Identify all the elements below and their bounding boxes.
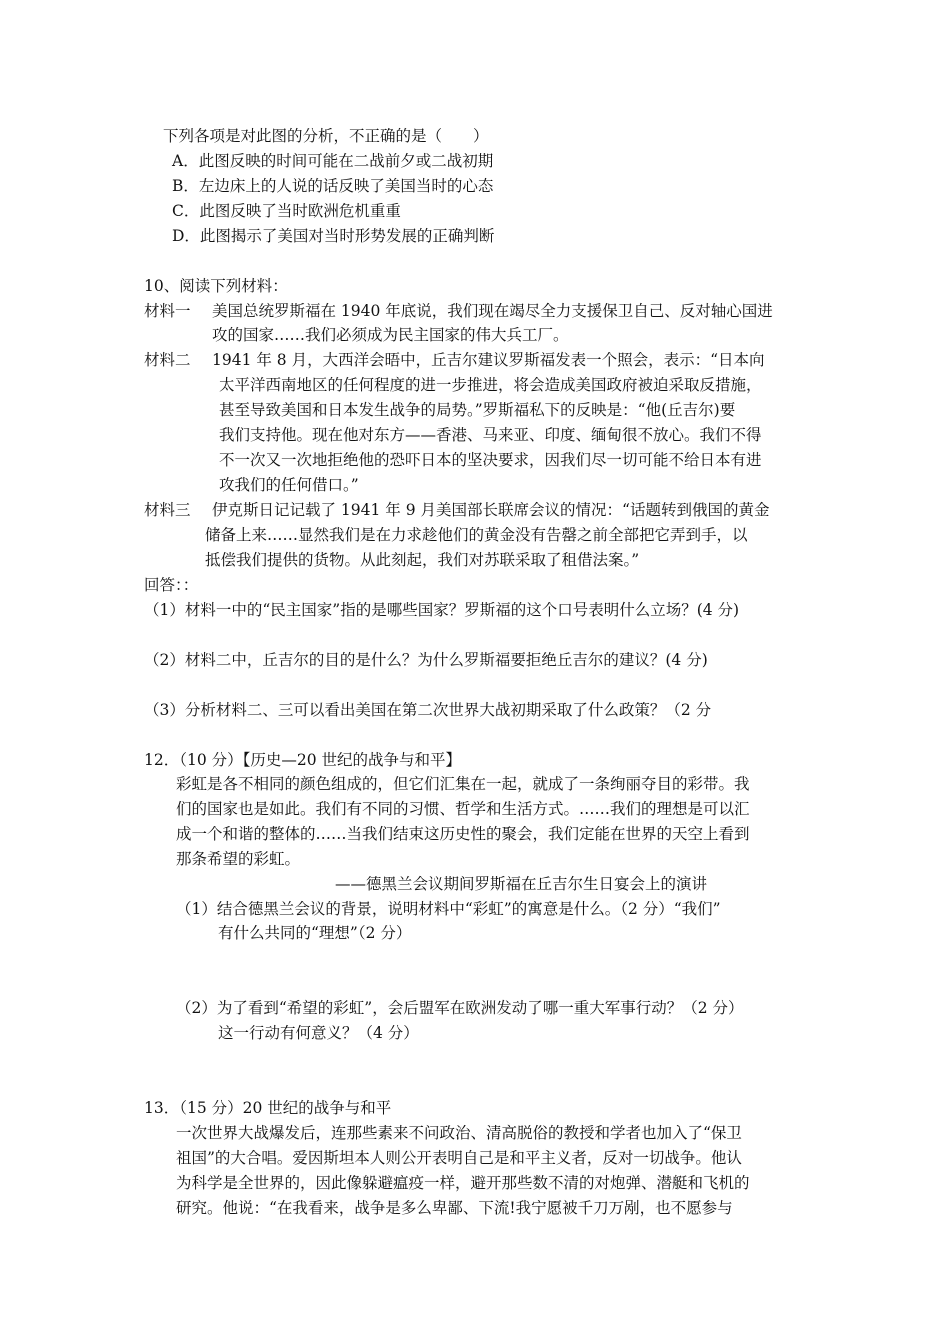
q13-material-line: 研究。他说：“在我看来，战争是多么卑鄙、下流!我宁愿被千刀万剐，也不愿参与 — [176, 1199, 733, 1217]
q12-sub-1: 有什么共同的“理想”（2 分） — [218, 924, 412, 942]
material-3-label: 材料三 — [144, 501, 191, 519]
q12-sub-2: （2）为了看到“希望的彩虹”，会后盟军在欧洲发动了哪一重大军事行动？（2 分） — [176, 999, 744, 1017]
q12-title: 12．（10 分）【历史—20 世纪的战争与和平】 — [144, 751, 462, 769]
q9-option-a: A．此图反映的时间可能在二战前夕或二战初期 — [172, 152, 494, 170]
q9-option-c: C．此图反映了当时欧洲危机重重 — [172, 202, 401, 220]
q12-sub-2: 这一行动有何意义？（4 分） — [218, 1024, 419, 1042]
q10-title: 10、阅读下列材料： — [144, 277, 288, 295]
material-2-line: 1941 年 8 月，大西洋会晤中，丘吉尔建议罗斯福发表一个照会，表示：“日本向 — [212, 351, 765, 369]
material-2-label: 材料二 — [144, 351, 191, 369]
q10-sub-2: （2）材料二中，丘吉尔的目的是什么？为什么罗斯福要拒绝丘吉尔的建议？(4 分) — [144, 651, 708, 669]
material-2-line: 不一次又一次地拒绝他的恐吓日本的坚决要求，因我们尽一切可能不给日本有进 — [219, 451, 762, 469]
q10-sub-1: （1）材料一中的“民主国家”指的是哪些国家？罗斯福的这个口号表明什么立场？(4 分) — [144, 601, 740, 619]
material-1-line: 攻的国家……我们必须成为民主国家的伟大兵工厂。 — [212, 326, 569, 344]
q12-source: ——德黑兰会议期间罗斯福在丘吉尔生日宴会上的演讲 — [335, 875, 708, 893]
material-3-line: 伊克斯日记记载了 1941 年 9 月美国部长联席会议的情况：“话题转到俄国的黄金 — [212, 501, 770, 519]
q13-material-line: 祖国”的大合唱。爱因斯坦本人则公开表明自己是和平主义者，反对一切战争。他认 — [176, 1149, 742, 1167]
q9-stem: 下列各项是对此图的分析，不正确的是（ ） — [163, 127, 489, 145]
material-2-line: 攻我们的任何借口。” — [219, 476, 359, 494]
q12-material-line: 们的国家也是如此。我们有不同的习惯、哲学和生活方式。……我们的理想是可以汇 — [176, 800, 750, 818]
q12-material-line: 那条希望的彩虹。 — [176, 850, 301, 868]
q12-sub-1: （1）结合德黑兰会议的背景，说明材料中“彩虹”的寓意是什么。（2 分）“我们” — [176, 900, 721, 918]
material-1-label: 材料一 — [144, 302, 191, 320]
material-3-line: 抵偿我们提供的货物。从此刻起，我们对苏联采取了租借法案。” — [205, 551, 640, 569]
q9-option-b: B．左边床上的人说的话反映了美国当时的心态 — [172, 177, 494, 195]
q12-material-line: 彩虹是各不相同的颜色组成的，但它们汇集在一起，就成了一条绚丽夺目的彩带。我 — [176, 775, 750, 793]
q9-option-d: D．此图揭示了美国对当时形势发展的正确判断 — [172, 227, 495, 245]
material-2-line: 太平洋西南地区的任何程度的进一步推进，将会造成美国政府被迫采取反措施， — [219, 376, 762, 394]
q13-material-line: 为科学是全世界的，因此像躲避瘟疫一样，避开那些数不清的对炮弹、潜艇和飞机的 — [176, 1174, 750, 1192]
answer-label: 回答：： — [144, 576, 199, 594]
q13-material-line: 一次世界大战爆发后，连那些素来不问政治、清高脱俗的教授和学者也加入了“保卫 — [176, 1124, 742, 1142]
q13-title: 13．（15 分）20 世纪的战争与和平 — [144, 1099, 392, 1117]
material-1-line: 美国总统罗斯福在 1940 年底说，我们现在竭尽全力支援保卫自己、反对轴心国进 — [212, 302, 773, 320]
material-3-line: 储备上来……显然我们是在力求趁他们的黄金没有告罄之前全部把它弄到手，以 — [205, 526, 748, 544]
q10-sub-3: （3）分析材料二、三可以看出美国在第二次世界大战初期采取了什么政策？（2 分 — [144, 701, 712, 719]
material-2-line: 我们支持他。现在他对东方——香港、马来亚、印度、缅甸很不放心。我们不得 — [219, 426, 762, 444]
q12-material-line: 成一个和谐的整体的……当我们结束这历史性的聚会，我们定能在世界的天空上看到 — [176, 825, 750, 843]
material-2-line: 甚至导致美国和日本发生战争的局势。”罗斯福私下的反映是：“他(丘吉尔)要 — [219, 401, 736, 419]
